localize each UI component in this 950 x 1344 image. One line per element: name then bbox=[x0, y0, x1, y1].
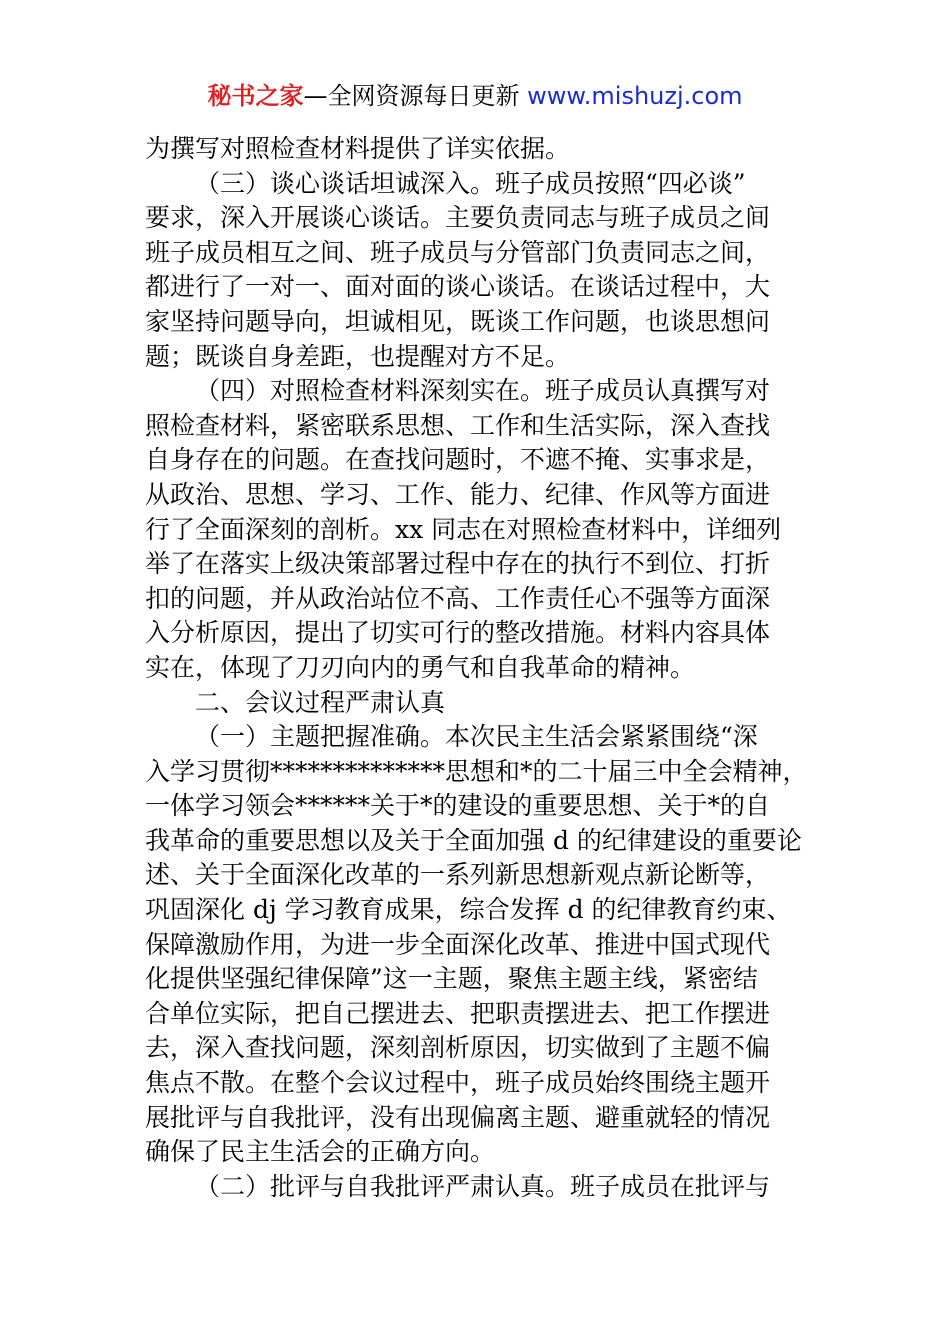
text-line: 确保了民主生活会的正确方向。 bbox=[145, 1137, 496, 1167]
text-line: 都进行了一对一、面对面的谈心谈话。在谈话过程中，大 bbox=[145, 272, 771, 302]
text-line: 举了在落实上级决策部署过程中存在的执行不到位、打折 bbox=[145, 549, 771, 579]
brand-name: 秘书之家 bbox=[207, 82, 304, 110]
text-line: 一体学习领会******关于*的建设的重要思想、关于*的自 bbox=[145, 791, 771, 821]
document-body bbox=[145, 132, 815, 1204]
text-line: 保障激励作用，为进一步全面深化改革、推进中国式现代 bbox=[145, 929, 771, 959]
text-line: 合单位实际，把自己摆进去、把职责摆进去、把工作摆进 bbox=[145, 998, 771, 1028]
text-line: 我革命的重要思想以及关于全面加强 d 的纪律建设的重要论 bbox=[145, 825, 802, 855]
paragraph-start-line: （一）主题把握准确。本次民主生活会紧紧围绕“深 bbox=[195, 722, 758, 752]
paragraph-start-line: （四）对照检查材料深刻实在。班子成员认真撰写对 bbox=[195, 376, 771, 406]
text-line: 巩固深化 dj 学习教育成果，综合发挥 d 的纪律教育约束、 bbox=[145, 895, 792, 925]
section-heading: 二、会议过程严肃认真 bbox=[195, 687, 446, 717]
text-line: 行了全面深刻的剖析。xx 同志在对照检查材料中，详细列 bbox=[145, 514, 782, 544]
paragraph-start-line: （三）谈心谈话坦诚深入。班子成员按照“四必谈” bbox=[195, 168, 746, 198]
text-line: 去，深入查找问题，深刻剖析原因，切实做到了主题不偏 bbox=[145, 1033, 771, 1063]
text-line: 班子成员相互之间、班子成员与分管部门负责同志之间， bbox=[145, 237, 771, 267]
text-line: 自身存在的问题。在查找问题时，不遮不掩、实事求是， bbox=[145, 445, 771, 475]
text-line: 题；既谈自身差距，也提醒对方不足。 bbox=[145, 341, 571, 371]
text-line: 展批评与自我批评，没有出现偏离主题、避重就轻的情况 bbox=[145, 1102, 771, 1132]
text-line: 扣的问题，并从政治站位不高、工作责任心不强等方面深 bbox=[145, 583, 771, 613]
text-line: 入分析原因，提出了切实可行的整改措施。材料内容具体 bbox=[145, 618, 771, 648]
text-line: 实在，体现了刀刃向内的勇气和自我革命的精神。 bbox=[145, 652, 696, 682]
site-url-link[interactable]: www.mishuzj.com bbox=[527, 82, 743, 110]
header-tagline: —全网资源每日更新 bbox=[303, 82, 520, 110]
paragraph-start-line: （二）批评与自我批评严肃认真。班子成员在批评与 bbox=[195, 1171, 771, 1201]
text-line: 从政治、思想、学习、工作、能力、纪律、作风等方面进 bbox=[145, 479, 771, 509]
text-line: 家坚持问题导向，坦诚相见，既谈工作问题，也谈思想问 bbox=[145, 306, 771, 336]
text-line: 焦点不散。在整个会议过程中，班子成员始终围绕主题开 bbox=[145, 1068, 771, 1098]
text-line: 为撰写对照检查材料提供了详实依据。 bbox=[145, 134, 571, 163]
text-line: 入学习贯彻**************思想和*的二十届三中全会精神， bbox=[145, 756, 808, 786]
text-line: 要求，深入开展谈心谈话。主要负责同志与班子成员之间 bbox=[145, 203, 771, 233]
text-line: 述、关于全面深化改革的一系列新思想新观点新论断等， bbox=[145, 860, 771, 890]
text-line: 照检查材料，紧密联系思想、工作和生活实际，深入查找 bbox=[145, 410, 771, 440]
text-line: 化提供坚强纪律保障”这一主题，聚焦主题主线，紧密结 bbox=[145, 964, 758, 994]
page-header bbox=[0, 80, 950, 112]
